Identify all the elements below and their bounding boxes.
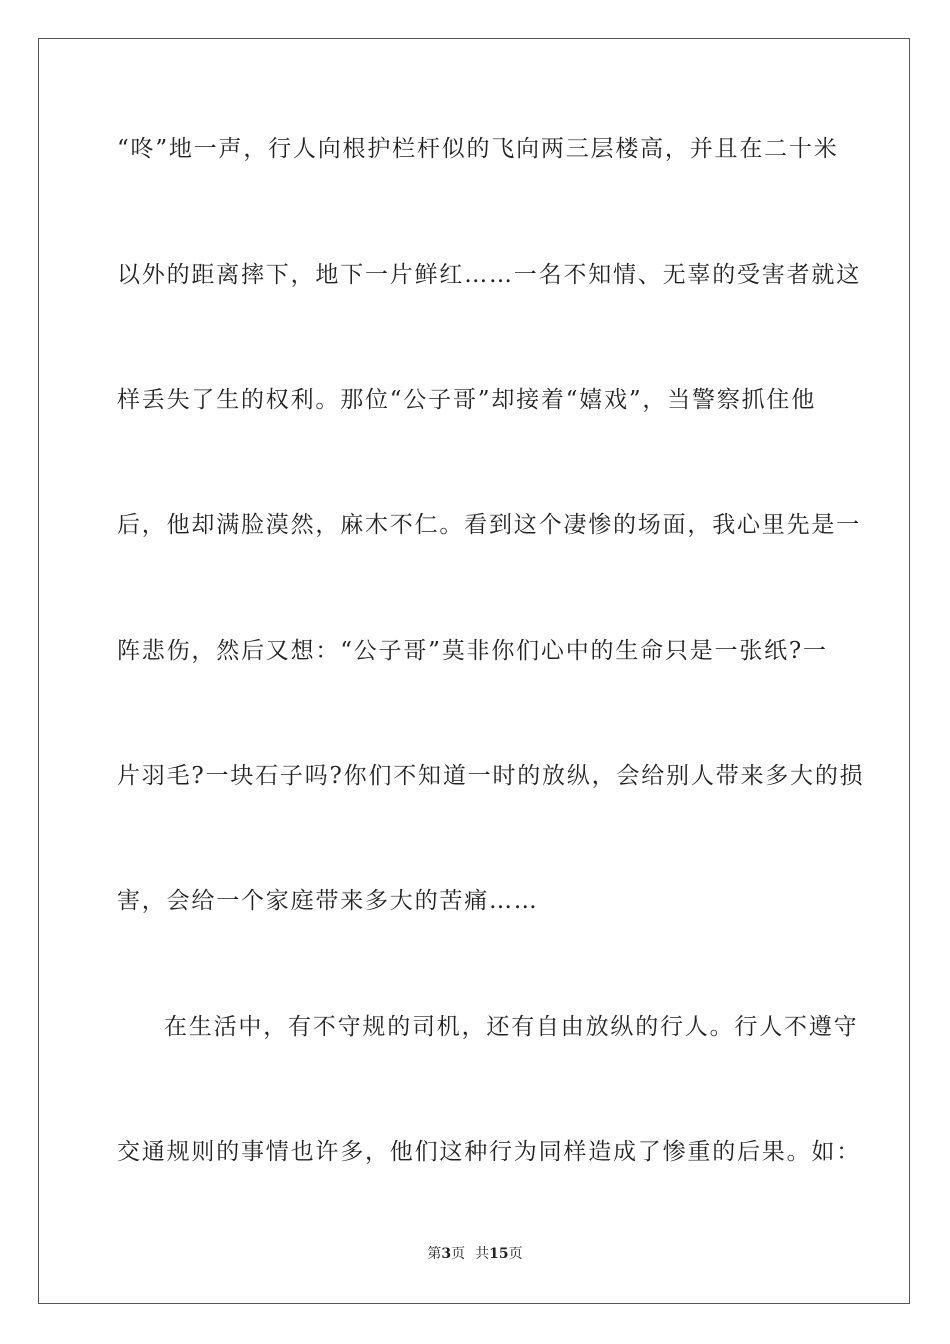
text-line-8-paragraph-start: 在生活中，有不守规的司机，还有自由放纵的行人。行人不遵守 bbox=[164, 1014, 859, 1040]
page-number: 3 bbox=[441, 1246, 452, 1262]
text-line-7: 害，会给一个家庭带来多大的苦痛…… bbox=[117, 888, 539, 914]
text-line-4: 后，他却满脸漠然，麻木不仁。看到这个凄惨的场面，我心里先是一 bbox=[117, 512, 861, 538]
page-border bbox=[38, 38, 910, 1304]
page-suffix: 页 bbox=[451, 1246, 466, 1262]
text-line-1: “咚”地一声，行人向根护栏杆似的飞向两三层楼高，并且在二十米 bbox=[117, 136, 839, 162]
text-line-9: 交通规则的事情也许多，他们这种行为同样造成了惨重的后果。如： bbox=[117, 1139, 861, 1165]
total-prefix: 共 bbox=[475, 1246, 490, 1262]
text-line-5: 阵悲伤，然后又想：“公子哥”莫非你们心中的生命只是一张纸?一 bbox=[117, 638, 828, 664]
text-line-6: 片羽毛?一块石子吗?你们不知道一时的放纵，会给别人带来多大的损 bbox=[117, 763, 865, 789]
page-footer bbox=[0, 1245, 950, 1263]
page-prefix: 第 bbox=[427, 1246, 442, 1262]
text-line-3: 样丢失了生的权利。那位“公子哥”却接着“嬉戏”，当警察抓住他 bbox=[117, 387, 817, 413]
total-suffix: 页 bbox=[508, 1246, 523, 1262]
total-pages: 15 bbox=[489, 1246, 509, 1262]
text-line-2: 以外的距离摔下，地下一片鲜红……一名不知情、无辜的受害者就这 bbox=[117, 262, 861, 288]
